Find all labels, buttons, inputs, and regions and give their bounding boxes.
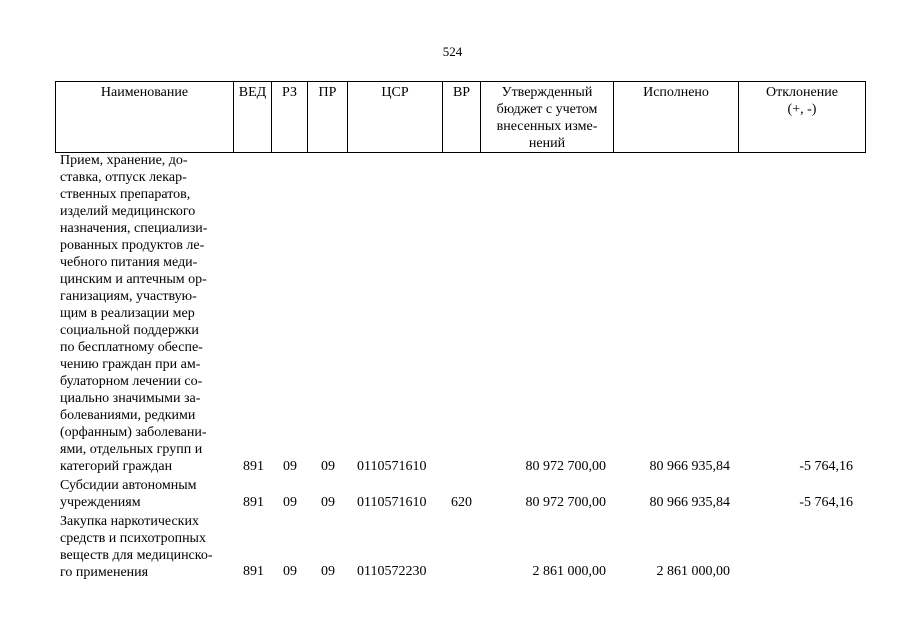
header-approved-budget: Утвержденный бюджет с учетом внесенных изме- нений <box>481 82 614 153</box>
row-2-vr: 620 <box>451 495 472 510</box>
row-1-budget: 80 972 700,00 <box>525 459 606 474</box>
row-2-executed: 80 966 935,84 <box>649 495 730 510</box>
page-number: 524 <box>442 44 463 59</box>
header-ved: ВЕД <box>234 82 272 153</box>
row-3-name: Закупка наркотических средств и психотропных веществ для медицинско- го применения <box>60 514 213 580</box>
row-1-executed: 80 966 935,84 <box>649 459 730 474</box>
row-2-deviation: -5 764,16 <box>799 495 853 510</box>
header-csr: ЦСР <box>348 82 443 153</box>
row-2-name: Субсидии автономным учреждениям <box>60 478 197 510</box>
row-2-rz: 09 <box>283 495 297 510</box>
row-3-budget: 2 861 000,00 <box>532 564 606 579</box>
row-3-ved: 891 <box>243 564 264 579</box>
row-1-pr: 09 <box>321 459 335 474</box>
header-name: Наименование <box>56 82 234 153</box>
row-1-rz: 09 <box>283 459 297 474</box>
row-1-csr: 0110571610 <box>357 459 427 474</box>
table-header <box>55 81 866 153</box>
header-vr: ВР <box>443 82 481 153</box>
header-rz: РЗ <box>272 82 308 153</box>
row-1-name: Прием, хранение, до- ставка, отпуск лекар- ственных препаратов, изделий медицинского назначения, специализи- рованных продуктов ле- чебного питания меди- цинским и аптечным ор- ганизациям, участвую- щим в реализации мер социальной поддержки по бесплатному обеспе- чению граждан при ам- булаторном лечении со- циально значимыми за- болеваниями, редкими (орфанным) заболевани- ями, отдельных групп и категорий граждан <box>60 153 208 474</box>
row-2-pr: 09 <box>321 495 335 510</box>
header-pr: ПР <box>308 82 348 153</box>
row-3-rz: 09 <box>283 564 297 579</box>
row-2-budget: 80 972 700,00 <box>525 495 606 510</box>
header-executed: Исполнено <box>614 82 739 153</box>
row-3-pr: 09 <box>321 564 335 579</box>
header-deviation: Отклонение (+, -) <box>739 82 866 153</box>
row-1-ved: 891 <box>243 459 264 474</box>
row-2-ved: 891 <box>243 495 264 510</box>
row-1-deviation: -5 764,16 <box>799 459 853 474</box>
row-3-csr: 0110572230 <box>357 564 427 579</box>
row-3-executed: 2 861 000,00 <box>656 564 730 579</box>
row-2-csr: 0110571610 <box>357 495 427 510</box>
